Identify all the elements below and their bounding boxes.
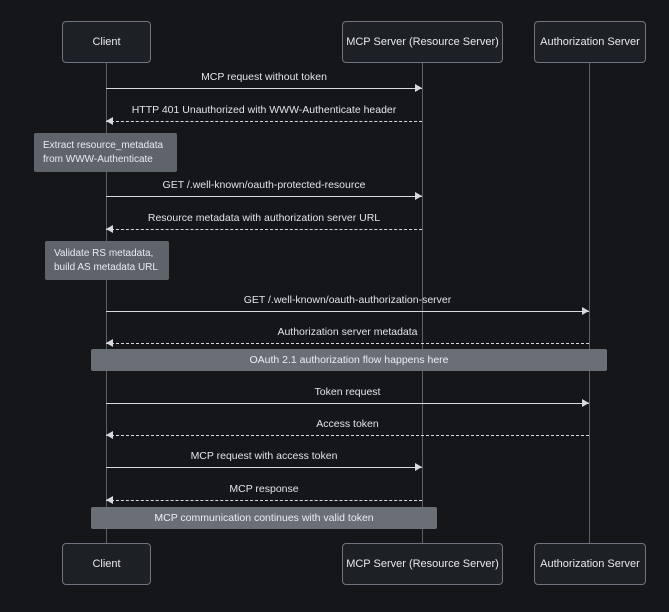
- message-line: [106, 500, 422, 501]
- message-label: HTTP 401 Unauthorized with WWW-Authenticate header: [131, 104, 397, 116]
- actor-authorization-server-bottom-label: Authorization Server: [540, 558, 640, 570]
- arrow-head-right: [582, 307, 589, 315]
- actor-mcp-server-bottom[interactable]: [342, 543, 503, 585]
- note-extract-resource-metadata: [34, 133, 177, 172]
- message-line: [106, 229, 422, 230]
- note-validate-rs-metadata: [45, 241, 169, 280]
- arrow-head-left: [106, 225, 113, 233]
- arrow-head-right: [415, 463, 422, 471]
- actor-client-bottom[interactable]: [62, 543, 151, 585]
- actor-client-top[interactable]: [62, 21, 151, 63]
- note-line-2: from WWW-Authenticate: [43, 153, 153, 165]
- actor-client-top-label: Client: [92, 36, 121, 48]
- message-label: Authorization server metadata: [277, 326, 418, 338]
- actor-client-bottom-label: Client: [92, 558, 121, 570]
- arrow-head-left: [106, 496, 113, 504]
- arrow-head-right: [582, 399, 589, 407]
- actor-authorization-server-bottom[interactable]: [534, 543, 646, 585]
- note-line-1: Validate RS metadata,: [54, 248, 154, 259]
- banner-oauth-flow: [91, 349, 607, 371]
- arrow-head-left: [106, 339, 113, 347]
- arrow-head-right: [415, 84, 422, 92]
- arrow-head-left: [106, 431, 113, 439]
- message-label: MCP response: [229, 483, 299, 495]
- message-line: [106, 311, 589, 312]
- message-label: Token request: [314, 386, 381, 398]
- banner-mcp-communication-continues: [91, 507, 437, 529]
- actor-authorization-server-top[interactable]: [534, 21, 646, 63]
- message-line: [106, 403, 589, 404]
- message-line: [106, 467, 422, 468]
- arrow-head-right: [415, 192, 422, 200]
- message-line: [106, 88, 422, 89]
- message-label: GET /.well-known/oauth-protected-resource: [162, 179, 366, 191]
- actor-authorization-server-top-label: Authorization Server: [540, 36, 640, 48]
- actor-mcp-server-top[interactable]: [342, 21, 503, 63]
- actor-mcp-server-bottom-label: MCP Server (Resource Server): [346, 558, 499, 570]
- note-line-2: build AS metadata URL: [54, 261, 158, 273]
- banner-label: MCP communication continues with valid token: [154, 512, 374, 524]
- message-label: MCP request with access token: [190, 450, 338, 462]
- banner-label: OAuth 2.1 authorization flow happens here: [249, 354, 449, 366]
- message-label: MCP request without token: [201, 71, 327, 83]
- arrow-head-left: [106, 117, 113, 125]
- message-label: Access token: [316, 418, 379, 430]
- message-label: Resource metadata with authorization server URL: [147, 212, 381, 224]
- actor-mcp-server-top-label: MCP Server (Resource Server): [346, 36, 499, 48]
- message-label: GET /.well-known/oauth-authorization-server: [243, 294, 452, 306]
- message-line: [106, 435, 589, 436]
- lifeline-authorization-server: [589, 63, 590, 543]
- message-line: [106, 343, 589, 344]
- note-line-1: Extract resource_metadata: [43, 140, 164, 151]
- message-line: [106, 196, 422, 197]
- message-line: [106, 121, 422, 122]
